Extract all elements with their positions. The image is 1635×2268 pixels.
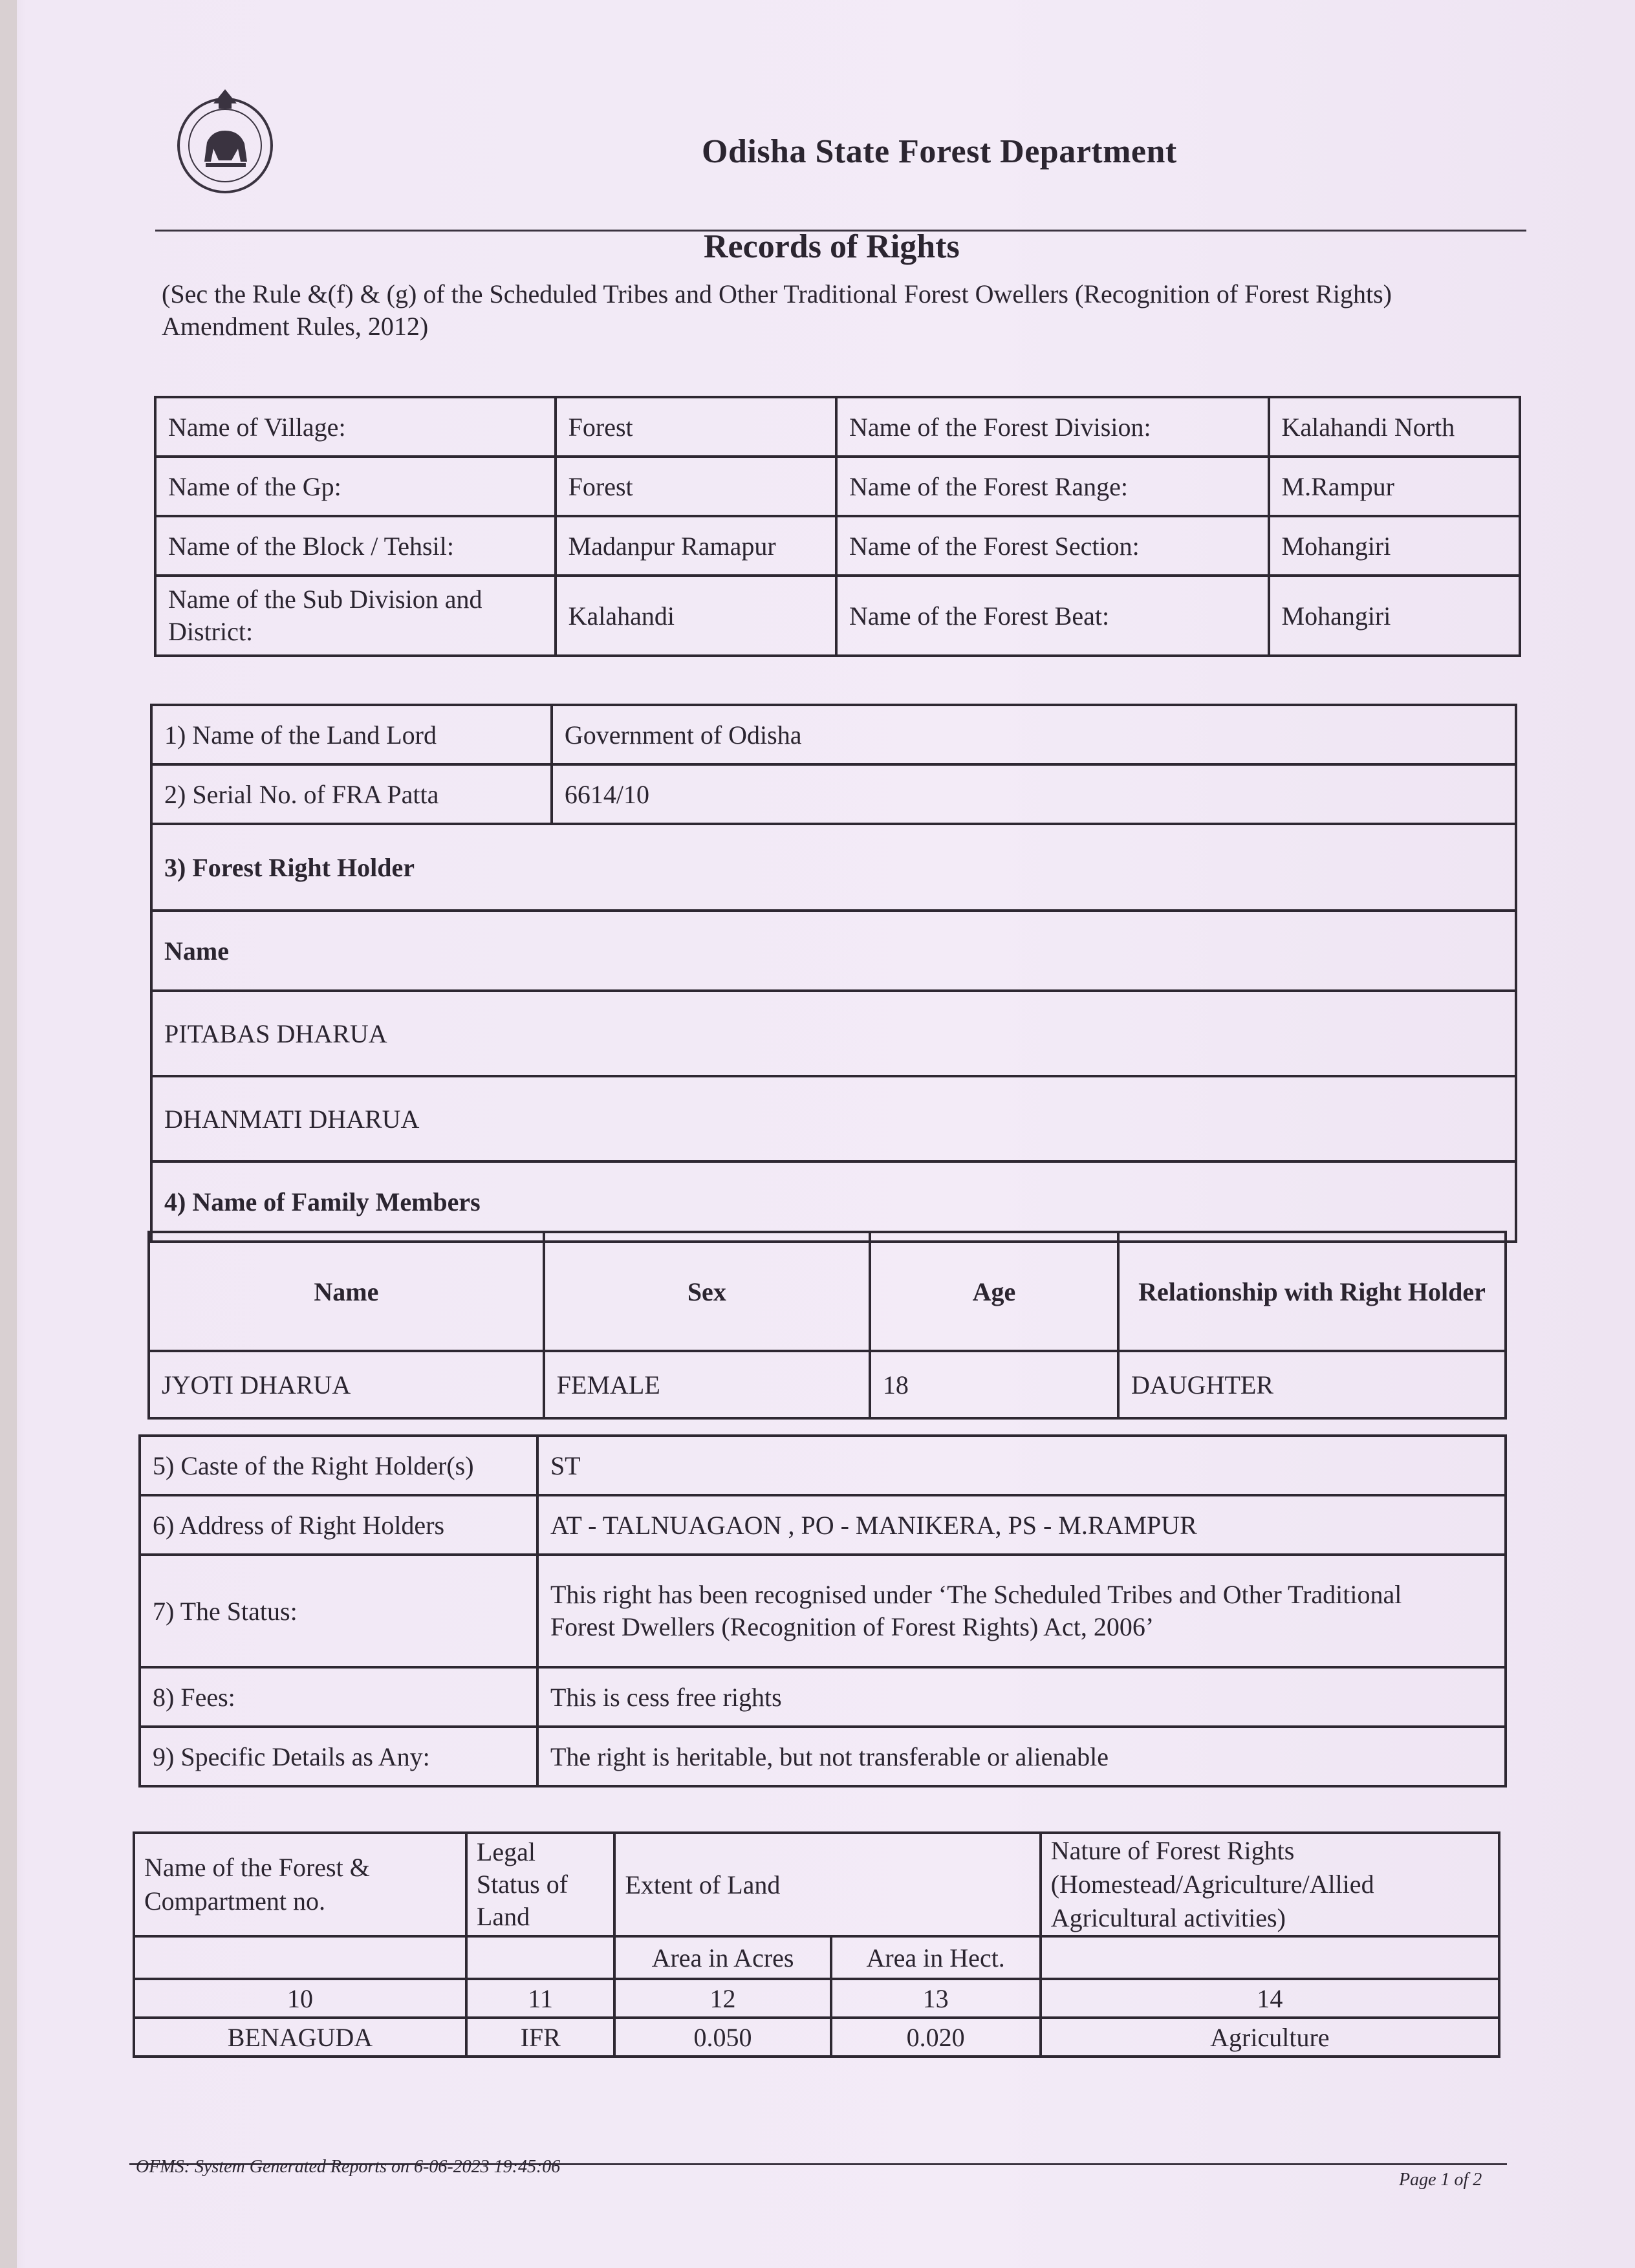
table-row xyxy=(134,2018,1499,2057)
address-value: AT - TALNUAGAON , PO - MANIKERA, PS - M.RAMPUR xyxy=(537,1495,1506,1555)
land-acres-value: 0.050 xyxy=(614,2018,830,2057)
document-title: Records of Rights xyxy=(704,228,960,265)
village-label: Name of Village: xyxy=(155,397,556,457)
location-table xyxy=(154,396,1521,657)
land-num-11: 11 xyxy=(466,1979,615,2018)
caste-value: ST xyxy=(537,1436,1506,1495)
details-table xyxy=(138,1434,1507,1787)
land-sub-empty-2 xyxy=(466,1936,615,1979)
block-value: Madanpur Ramapur xyxy=(556,516,836,576)
specific-label: 9) Specific Details as Any: xyxy=(140,1727,537,1786)
gp-label: Name of the Gp: xyxy=(155,457,556,516)
land-sub-hect: Area in Hect. xyxy=(831,1936,1041,1979)
land-num-10: 10 xyxy=(134,1979,466,2018)
status-label: 7) The Status: xyxy=(140,1555,537,1667)
land-header-legal: Legal Status of Land xyxy=(466,1833,615,1936)
family-header-relation: Relationship with Right Holder xyxy=(1118,1232,1506,1351)
land-header-nature: Nature of Forest Rights (Homestead/Agriculture/Allied Agricultural activities) xyxy=(1041,1833,1499,1936)
family-table xyxy=(147,1231,1507,1420)
holder-name-2: DHANMATI DHARUA xyxy=(151,1076,1516,1161)
status-line-1: This right has been recognised under ‘The Scheduled Tribes and Other Traditional xyxy=(550,1580,1402,1609)
family-heading: 4) Name of Family Members xyxy=(151,1161,1516,1242)
division-label: Name of the Forest Division: xyxy=(836,397,1269,457)
gp-value: Forest xyxy=(556,457,836,516)
range-label: Name of the Forest Range: xyxy=(836,457,1269,516)
fees-value: This is cess free rights xyxy=(537,1667,1506,1727)
holder-heading: 3) Forest Right Holder xyxy=(151,824,1516,911)
fees-label: 8) Fees: xyxy=(140,1667,537,1727)
status-line-2: Forest Dwellers (Recognition of Forest Rights) Act, 2006’ xyxy=(550,1612,1154,1641)
section-label: Name of the Forest Section: xyxy=(836,516,1269,576)
family-age: 18 xyxy=(870,1351,1118,1418)
range-value: M.Rampur xyxy=(1269,457,1521,516)
document-subtitle: (Sec the Rule &(f) & (g) of the Scheduled Tribes and Other Traditional Forest Owellers (Recognition of Forest Rights) Amendment Rules, 2012) xyxy=(162,279,1392,341)
department-title: Odisha State Forest Department xyxy=(702,133,1177,170)
division-value: Kalahandi North xyxy=(1269,397,1521,457)
footer-generated: OFMS: System Generated Reports on 6-06-2023 19:45:06 xyxy=(136,2157,561,2177)
family-name: JYOTI DHARUA xyxy=(149,1351,544,1418)
land-sub-empty-1 xyxy=(134,1936,466,1979)
section-value: Mohangiri xyxy=(1269,516,1521,576)
address-label: 6) Address of Right Holders xyxy=(140,1495,537,1555)
land-num-12: 12 xyxy=(614,1979,830,2018)
land-header-forest: Name of the Forest & Compartment no. xyxy=(134,1833,466,1936)
serial-value: 6614/10 xyxy=(552,764,1516,824)
village-value: Forest xyxy=(556,397,836,457)
subdiv-value: Kalahandi xyxy=(556,576,836,656)
family-header-age: Age xyxy=(870,1232,1118,1351)
land-header-extent: Extent of Land xyxy=(614,1833,1040,1936)
beat-value: Mohangiri xyxy=(1269,576,1521,656)
subdiv-label: Name of the Sub Division and District: xyxy=(155,576,556,656)
holder-table xyxy=(150,704,1517,1243)
odisha-emblem-icon xyxy=(173,84,277,200)
landlord-value: Government of Odisha xyxy=(552,705,1516,764)
family-header-name: Name xyxy=(149,1232,544,1351)
land-forest-value: BENAGUDA xyxy=(134,2018,466,2057)
land-table xyxy=(133,1831,1500,2058)
serial-label: 2) Serial No. of FRA Patta xyxy=(151,764,552,824)
family-sex: FEMALE xyxy=(544,1351,870,1418)
specific-value: The right is heritable, but not transferable or alienable xyxy=(537,1727,1506,1786)
land-nature-value: Agriculture xyxy=(1041,2018,1499,2057)
name-heading: Name xyxy=(151,911,1516,991)
caste-label: 5) Caste of the Right Holder(s) xyxy=(140,1436,537,1495)
scan-edge xyxy=(0,0,17,2268)
holder-name-1: PITABAS DHARUA xyxy=(151,991,1516,1076)
land-num-14: 14 xyxy=(1041,1979,1499,2018)
family-header-sex: Sex xyxy=(544,1232,870,1351)
beat-label: Name of the Forest Beat: xyxy=(836,576,1269,656)
block-label: Name of the Block / Tehsil: xyxy=(155,516,556,576)
family-relation: DAUGHTER xyxy=(1118,1351,1506,1418)
land-hect-value: 0.020 xyxy=(831,2018,1041,2057)
land-num-13: 13 xyxy=(831,1979,1041,2018)
footer-page-number: Page 1 of 2 xyxy=(1399,2170,1482,2190)
land-sub-acres: Area in Acres xyxy=(614,1936,830,1979)
land-sub-empty-3 xyxy=(1041,1936,1499,1979)
status-value xyxy=(537,1555,1506,1667)
land-legal-value: IFR xyxy=(466,2018,615,2057)
landlord-label: 1) Name of the Land Lord xyxy=(151,705,552,764)
table-row xyxy=(149,1351,1506,1418)
